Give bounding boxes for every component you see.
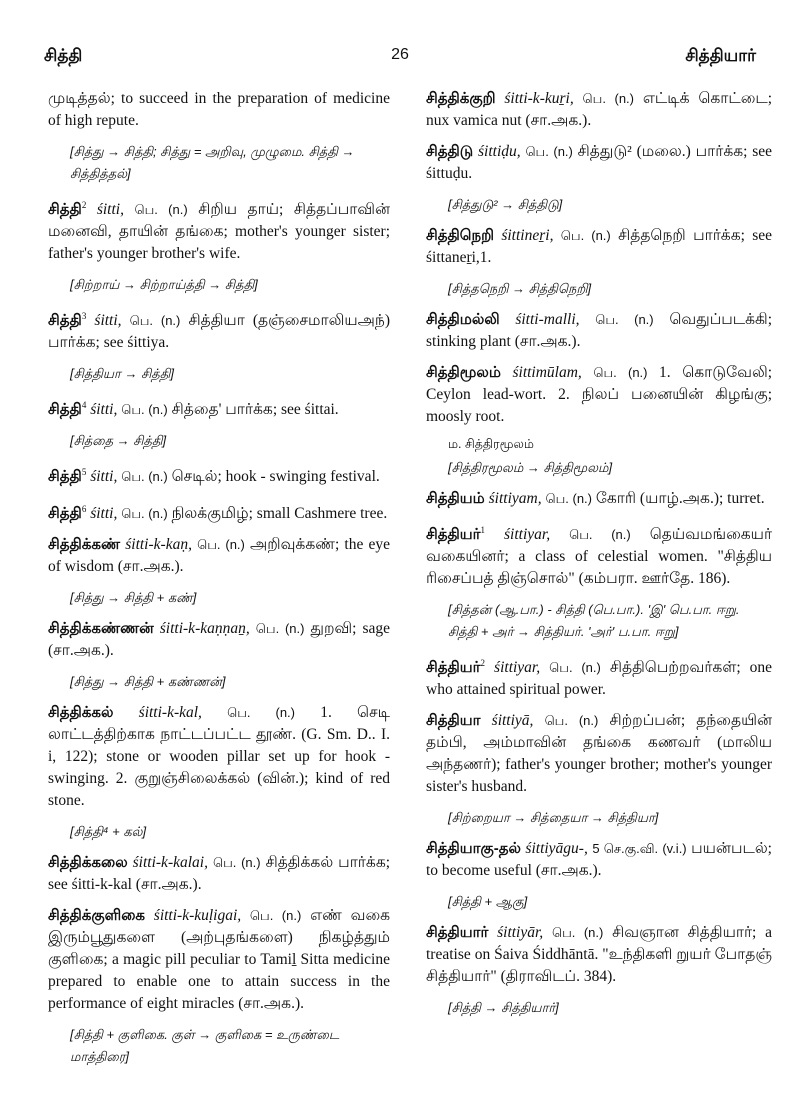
headword: சித்தியா (426, 712, 481, 730)
headword: சித்தியார் (426, 924, 489, 942)
right-column (426, 88, 772, 1028)
definition: 1. கொடுவேலி; Ceylon lead-wort. 2. நிலப் பனையின் கிழங்கு; moosly root. (426, 364, 773, 425)
transliteration: śitti, (90, 468, 118, 486)
entry-continuation: முடித்தல்; to succeed in the preparation of medicine of high repute. (48, 90, 390, 129)
definition: செடில்; hook - swinging festival. (171, 468, 380, 486)
part-of-speech: பெ. (n.) (560, 228, 611, 243)
dictionary-entry (426, 362, 772, 428)
transliteration: śitti-k-kalai, (132, 853, 208, 871)
headword: சித்தி (48, 401, 82, 419)
headword: சித்திக்கலை (48, 853, 128, 871)
part-of-speech: பெ. (n.) (549, 660, 601, 676)
transliteration: śitti-k-kuḷigai, (153, 906, 242, 924)
headword: சித்திநெறி (426, 227, 495, 244)
transliteration: śittineṟi, (501, 227, 554, 244)
headword: சித்தியம் (426, 490, 485, 507)
dictionary-entry (426, 225, 772, 269)
homograph-number: 6 (81, 503, 87, 514)
dictionary-entry (426, 838, 772, 882)
etymology: [சிற்றாய் → சிற்றாய்த்தி → சித்தி] (70, 277, 258, 293)
definition: கோரி (யாழ்.அக.); turret. (595, 490, 765, 507)
etymology: [சித்திரமூலம் → சித்திமூலம்] (448, 460, 613, 475)
homograph-number: 2 (81, 200, 87, 210)
transliteration: śitti-malli, (515, 311, 580, 328)
definition: சித்தியா (தஞ்சைமாலியஅந்) பார்க்க; see śittiya. (48, 312, 391, 352)
part-of-speech: பெ. (n.) (582, 91, 634, 106)
headword: சித்தி (48, 201, 82, 219)
transliteration: śitti-k-kal, (138, 703, 202, 721)
dictionary-entry (48, 618, 390, 662)
cognate-line: ம. சித்திரமூலம் (448, 437, 534, 451)
definition: சித்திபெற்றவர்கள்; one who attained spiritual power. (426, 659, 773, 699)
definition: சித்தை' பார்க்க; see śittai. (171, 401, 339, 419)
etymology: [சித்தியா → சித்தி] (70, 366, 174, 382)
dictionary-entry (48, 852, 390, 896)
etymology: [சித்தி⁴ + கல்] (70, 823, 147, 839)
page-number: 26 (391, 46, 409, 63)
headword: சித்திக்கண்ணன் (48, 619, 154, 637)
etymology: [சித்தை → சித்தி] (70, 433, 167, 449)
etymology: [சித்தநெறி → சித்திநெறி] (448, 281, 592, 296)
part-of-speech: பெ. (n.) (525, 144, 573, 159)
part-of-speech: பெ. (n.) (212, 854, 261, 870)
transliteration: śitti, (94, 312, 122, 330)
part-of-speech: பெ. (n.) (121, 505, 168, 521)
dictionary-entry (48, 702, 390, 812)
transliteration: śittiyar, (504, 526, 551, 544)
homograph-number: 1 (480, 525, 486, 535)
transliteration: śittimūlam, (512, 364, 582, 381)
homograph-number: 4 (81, 400, 87, 411)
part-of-speech: பெ. (n.) (545, 491, 592, 506)
transliteration: śittiyā, (491, 712, 534, 730)
etymology: [சித்தி + குளிகை. குள் → குளிகை = உருண்டை மாத்திரை] (70, 1026, 340, 1064)
dictionary-entry (48, 305, 390, 354)
definition: சித்தநெறி பார்க்க; see śittaneṟi,1. (426, 227, 773, 266)
transliteration: śittiyār, (497, 924, 544, 942)
part-of-speech: பெ. (n.) (197, 536, 245, 552)
dictionary-entry (48, 534, 390, 578)
headword: சித்தி (48, 468, 82, 486)
part-of-speech: பெ. (n.) (121, 469, 168, 485)
dictionary-entry (426, 141, 772, 185)
definition: நிலக்குமிழ்; small Cashmere tree. (171, 504, 388, 522)
transliteration: śittiyar, (494, 659, 541, 677)
homograph-number: 5 (81, 467, 87, 478)
transliteration: śitti, (90, 401, 118, 419)
dictionary-entry (426, 710, 772, 798)
headword: சித்தி (48, 504, 82, 522)
dictionary-entry (426, 488, 772, 510)
headword: சித்திமூலம் (426, 364, 501, 381)
header-left-guide-word: சித்தி (44, 46, 83, 65)
dictionary-entry (48, 88, 390, 132)
dictionary-entry (426, 88, 772, 132)
etymology: [சித்து → சித்தி + கண்ணன்] (70, 673, 226, 689)
definition: வெதுப்படக்கி; stinking plant (சா.அக.). (426, 311, 773, 350)
headword: சித்திக்கண் (48, 535, 121, 553)
dictionary-entry (48, 394, 390, 421)
transliteration: śittiḍu, (478, 143, 521, 160)
etymology: [சித்தி → சித்தியார்] (448, 1000, 559, 1016)
transliteration: śitti-k-kuṟi, (504, 90, 574, 107)
headword: சித்திமல்லி (426, 311, 500, 328)
part-of-speech: பெ. (n.) (551, 925, 604, 941)
part-of-speech: பெ. (n.) (121, 402, 168, 418)
headword: சித்தியர் (426, 526, 481, 544)
homograph-number: 2 (480, 658, 486, 669)
definition: பயன்படல்; to become useful (சா.அக.). (426, 840, 772, 880)
definition: 1. செடி லாட்டத்திற்காக நாட்டப்பட்ட தூண். (G. Sm. D.. I. i, 122); stone or wooden pillar set up for hook - swinging. 2. குறுஞ்சிலைக்கல் (வின்.); kind of red stone. (48, 703, 390, 809)
part-of-speech: பெ. (n.) (255, 620, 305, 636)
definition: சிவஞான சித்தியார்; a treatise on Śaiva Śiddhāntā. "உந்திகளி றுயர் போதஞ் சித்தியார்" (திராவிடப். 384). (426, 924, 773, 986)
homograph-number: 3 (81, 311, 87, 322)
headword: சித்திடு (426, 143, 474, 160)
definition: துறவி; sage (சா.அக.). (48, 619, 391, 659)
dictionary-entry (48, 905, 390, 1015)
dictionary-entry (48, 194, 390, 265)
etymology: [சித்துடு² → சித்திடு] (448, 197, 563, 212)
part-of-speech: பெ. (n.) (544, 713, 599, 729)
transliteration: śitti-k-kaṇ, (125, 535, 192, 553)
part-of-speech: 5 செ.கு.வி. (v.i.) (592, 841, 687, 857)
etymology: [சிற்றையா → சித்தையா → சித்தியா] (448, 810, 659, 826)
headword: சித்திக்கல் (48, 703, 114, 721)
dictionary-entry (426, 652, 772, 701)
etymology: [சித்து → சித்தி + கண்] (70, 589, 197, 605)
dictionary-entry (426, 519, 772, 590)
dictionary-entry (426, 922, 772, 988)
part-of-speech: பெ. (n.) (569, 527, 631, 543)
part-of-speech: பெ. (n.) (593, 365, 648, 380)
transliteration: śittiyāgu-, (525, 840, 588, 858)
part-of-speech: பெ. (n.) (595, 312, 654, 327)
left-column (48, 88, 390, 1077)
definition: அறிவுக்கண்; the eye of wisdom (சா.அக.). (48, 535, 390, 575)
definition: எட்டிக் கொட்டை; nux vamica nut (சா.அக.). (426, 90, 773, 129)
etymology: [சித்தன் (ஆ.பா.) - சித்தி (பெ.பா.). 'இ' பெ.பா. ஈறு. சித்தி + அர் → சித்தியர். 'அர்' ப.பா. ஈறு] (448, 602, 740, 640)
definition: எண் வகை இரும்பூதுகளை (அற்புதங்களை) நிகழ்த்தும் குளிகை; a magic pill peculiar to Tamiḻ Sitta medicine prepared to enable one to attain success in the performance of eight miracles (சா.அக.). (48, 906, 391, 1012)
dictionary-entry (48, 461, 390, 488)
definition: தெய்வமங்கையர் வகையினர்; a class of celestial women. "சித்திய ரிசைப்பத் திஞ்சொல்" (கம்பரா. ஊர்தே. 186). (426, 526, 773, 588)
definition: சித்திக்கல் பார்க்க; see śitti-k-kal (சா.அக.). (48, 853, 391, 893)
part-of-speech: பெ. (n.) (129, 313, 181, 329)
headword: சித்தி (48, 312, 82, 330)
transliteration: śitti-k-kaṇṇaṉ, (159, 619, 250, 637)
dictionary-entry (426, 309, 772, 353)
definition: சித்துடு² (மலை.) பார்க்க; see śittuḍu. (426, 143, 773, 182)
dictionary-entry (48, 498, 390, 525)
transliteration: śittiyam, (488, 490, 542, 507)
part-of-speech: பெ. (n.) (227, 704, 295, 720)
headword: சித்திக்குறி (426, 90, 496, 107)
header-right-guide-word: சித்தியார் (685, 46, 756, 65)
part-of-speech: பெ. (n.) (134, 202, 188, 218)
headword: சித்தியர் (426, 659, 481, 677)
headword: சித்திக்குளிகை (48, 906, 146, 924)
definition: சிறிய தாய்; சித்தப்பாவின் மனைவி, தாயின் தங்கை; mother's younger sister; father's younger brother's wife. (48, 201, 390, 263)
etymology: [சித்தி + ஆகு] (448, 894, 528, 910)
page-header (0, 46, 800, 76)
transliteration: śitti, (96, 201, 124, 219)
definition: சிற்றப்பன்; தந்தையின் தம்பி, அம்மாவின் தங்கை கணவர் (மாலிய அந்தணர்); father's younger brother; mother's younger sister's husband. (426, 712, 773, 796)
etymology: [சித்து → சித்தி; சித்து = அறிவு, முழுமை. சித்தி → சித்தித்தல்] (70, 144, 355, 181)
transliteration: śitti, (90, 504, 118, 522)
headword: சித்தியாகு-தல் (426, 840, 521, 858)
part-of-speech: பெ. (n.) (249, 907, 302, 923)
